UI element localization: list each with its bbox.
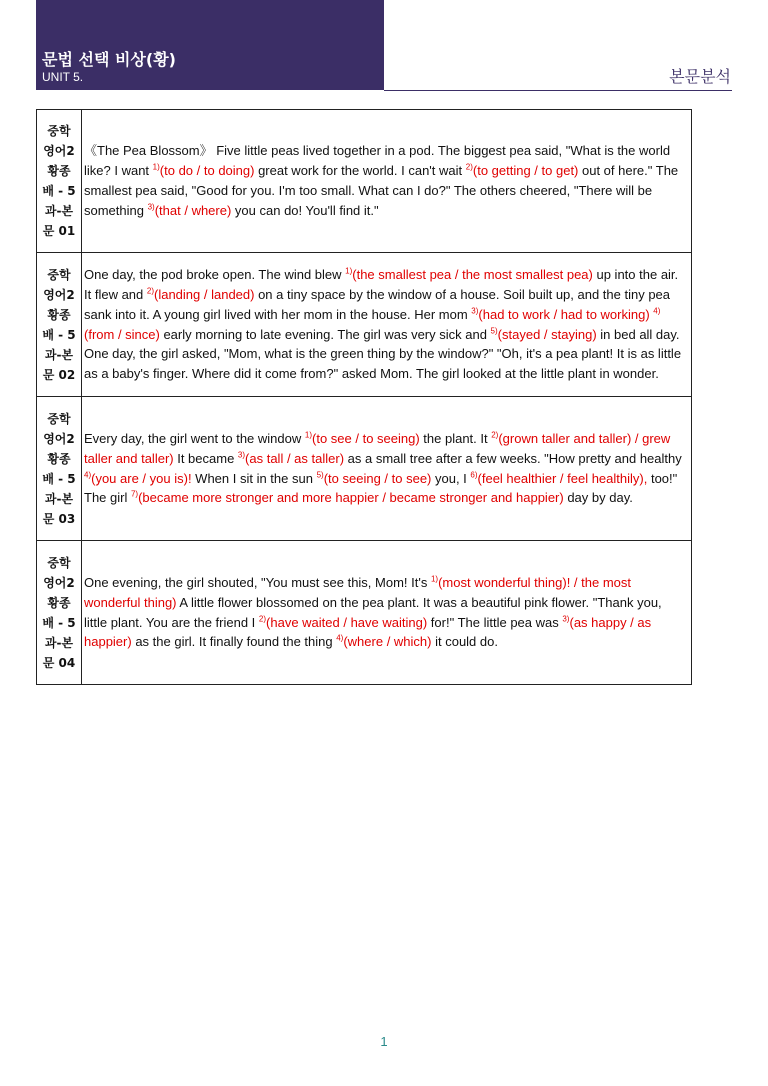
blank-number: 2) (465, 162, 473, 172)
passage-sentence: When I sit in the sun (191, 470, 317, 486)
label-line: 영어2 (43, 287, 75, 302)
grammar-choice: (landing / landed) (154, 286, 255, 302)
grammar-choice: (have waited / have waiting) (266, 614, 428, 630)
blank-number: 2) (491, 430, 499, 440)
passage-row (37, 541, 692, 685)
blank-number: 6) (470, 470, 478, 480)
label-line: 중학 (47, 124, 71, 138)
passage-table (36, 109, 692, 685)
passage-sentence: it could do. (431, 634, 498, 650)
label-line: 영어2 (43, 575, 75, 590)
blank-number: 1) (304, 430, 312, 440)
header-divider (384, 90, 732, 91)
passage-text (82, 397, 692, 541)
grammar-choice: (grown taller and taller) / grew taller and taller) (84, 430, 671, 466)
passage-sentence: day by day. (563, 490, 633, 506)
blank-number: 3) (147, 202, 155, 212)
passage-sentence: A little flower blossomed on the pea plant. It was a beautiful pink flower. "Thank you, little plant. You are the friend I (84, 594, 662, 630)
passage-label (37, 397, 82, 541)
label-line: 황종 (47, 595, 71, 610)
label-line: 과-본 (44, 635, 74, 650)
passage-row (37, 397, 692, 541)
passage-sentence: It became (173, 450, 238, 466)
passage-sentence: as a small tree after a few weeks. "How pretty and healthy (344, 450, 682, 466)
blank-number: 1) (152, 162, 160, 172)
label-line: 중학 (47, 411, 71, 426)
passage-sentence: you can do! You'll find it." (231, 202, 379, 218)
label-line: 중학 (47, 555, 71, 570)
header-band (36, 0, 384, 90)
grammar-choice: (most wonderful thing)! / the most wonderful thing) (84, 574, 632, 610)
grammar-choice: (to seeing / to see) (323, 470, 432, 486)
unit-label: UNIT 5. (42, 70, 84, 84)
passage-text (82, 541, 692, 685)
grammar-choice: (the smallest pea / the most smallest pea) (352, 267, 593, 283)
grammar-choice: (as tall / as taller) (245, 450, 345, 466)
label-line: 황종 (47, 164, 71, 178)
label-line: 배 - 5 (42, 327, 76, 342)
passage-label (37, 253, 82, 397)
blank-number: 4) (84, 470, 92, 480)
passage-sentence: up into the air. It flew and (84, 267, 679, 302)
label-line: 과-본 (44, 347, 74, 362)
passage-text (82, 110, 692, 253)
label-line: 황종 (47, 451, 71, 466)
passage-label (37, 110, 82, 253)
label-line: 배 - 5 (42, 615, 76, 630)
grammar-choice: (from / since) (84, 326, 160, 342)
passage-sentence: the plant. It (419, 430, 492, 446)
grammar-choice: (had to work / had to working) (478, 306, 650, 322)
label-line: 과-본 (44, 491, 74, 506)
label-line: 문 04 (42, 655, 76, 670)
blank-number: 2) (258, 614, 267, 624)
blank-number: 5) (490, 326, 498, 336)
grammar-choice: (to getting / to get) (472, 163, 579, 179)
label-line: 영어2 (43, 431, 75, 446)
label-line: 배 - 5 (42, 184, 76, 198)
passage-sentence: One evening, the girl shouted, "You must see this, Mom! It's (84, 574, 431, 590)
passage-text (82, 253, 692, 397)
grammar-choice: (as happy / as happier) (84, 614, 652, 650)
label-line: 영어2 (43, 144, 75, 158)
grammar-choice: (to see / to seeing) (312, 430, 420, 446)
blank-number: 2) (146, 286, 154, 296)
passage-sentence: Every day, the girl went to the window (84, 430, 305, 446)
passage-sentence: as the girl. It finally found the thing (131, 634, 337, 650)
passage-sentence: you, I (431, 470, 471, 486)
grammar-choice: (you are / you is)! (91, 470, 192, 486)
passage-sentence: on a tiny space by the window of a house. Soil built up, and the tiny pea sank into it. A young girl lived with her mom in the house. Her mom (84, 286, 671, 322)
passage-sentence: for!" The little pea was (427, 614, 563, 630)
passage-label (37, 541, 82, 685)
label-line: 중학 (47, 267, 71, 282)
blank-number: 4) (336, 633, 344, 643)
page-number: 1 (380, 1034, 388, 1049)
grammar-choice: (feel healthier / feel healthily), (477, 470, 648, 486)
label-line: 문 02 (42, 367, 76, 382)
passage-sentence: One day, the pod broke open. The wind blew (84, 267, 346, 283)
label-line: 배 - 5 (42, 471, 76, 486)
grammar-choice: (to do / to doing) (159, 163, 255, 179)
document-title: 문법 선택 비상(황) (42, 50, 176, 69)
blank-number: 3) (471, 306, 479, 316)
grammar-choice: (stayed / staying) (497, 326, 597, 342)
blank-number: 1) (345, 266, 353, 276)
section-label: 본문분석 (669, 67, 731, 86)
label-line: 과-본 (44, 204, 74, 218)
passage-sentence: in bed all day. One day, the girl asked, "Mom, what is the green thing by the window?" "Oh, it's a pea plant! It is as little as a baby's finger. Where did it come from?" asked Mom. The girl looked at the little plant in wonder. (84, 326, 682, 382)
blank-number: 7) (130, 489, 139, 499)
passage-sentence: great work for the world. I can't wait (254, 163, 466, 179)
passage-sentence: 《The Pea Blossom》 Five little peas lived together in a pod. The biggest pea said, "What is the world like? I want (84, 143, 671, 179)
label-line: 문 03 (42, 511, 76, 526)
grammar-choice: (that / where) (154, 202, 232, 218)
blank-number: 1) (430, 574, 439, 584)
label-line: 문 01 (42, 224, 76, 238)
blank-number: 5) (316, 470, 324, 480)
passage-sentence: too!" The girl (84, 470, 678, 506)
passage-sentence: out of here." The smallest pea said, "Good for you. I'm too small. What can I do?" The others cheered, "There will be something (84, 163, 679, 218)
passage-sentence: early morning to late evening. The girl was very sick and (159, 326, 491, 342)
blank-number: 3) (237, 450, 246, 460)
passage-row (37, 110, 692, 253)
grammar-choice: (became more stronger and more happier / became stronger and happier) (138, 490, 564, 506)
label-line: 황종 (47, 307, 71, 322)
blank-number: 4) (653, 306, 661, 316)
blank-number: 3) (562, 614, 570, 624)
passage-row (37, 253, 692, 397)
grammar-choice: (where / which) (343, 634, 432, 650)
